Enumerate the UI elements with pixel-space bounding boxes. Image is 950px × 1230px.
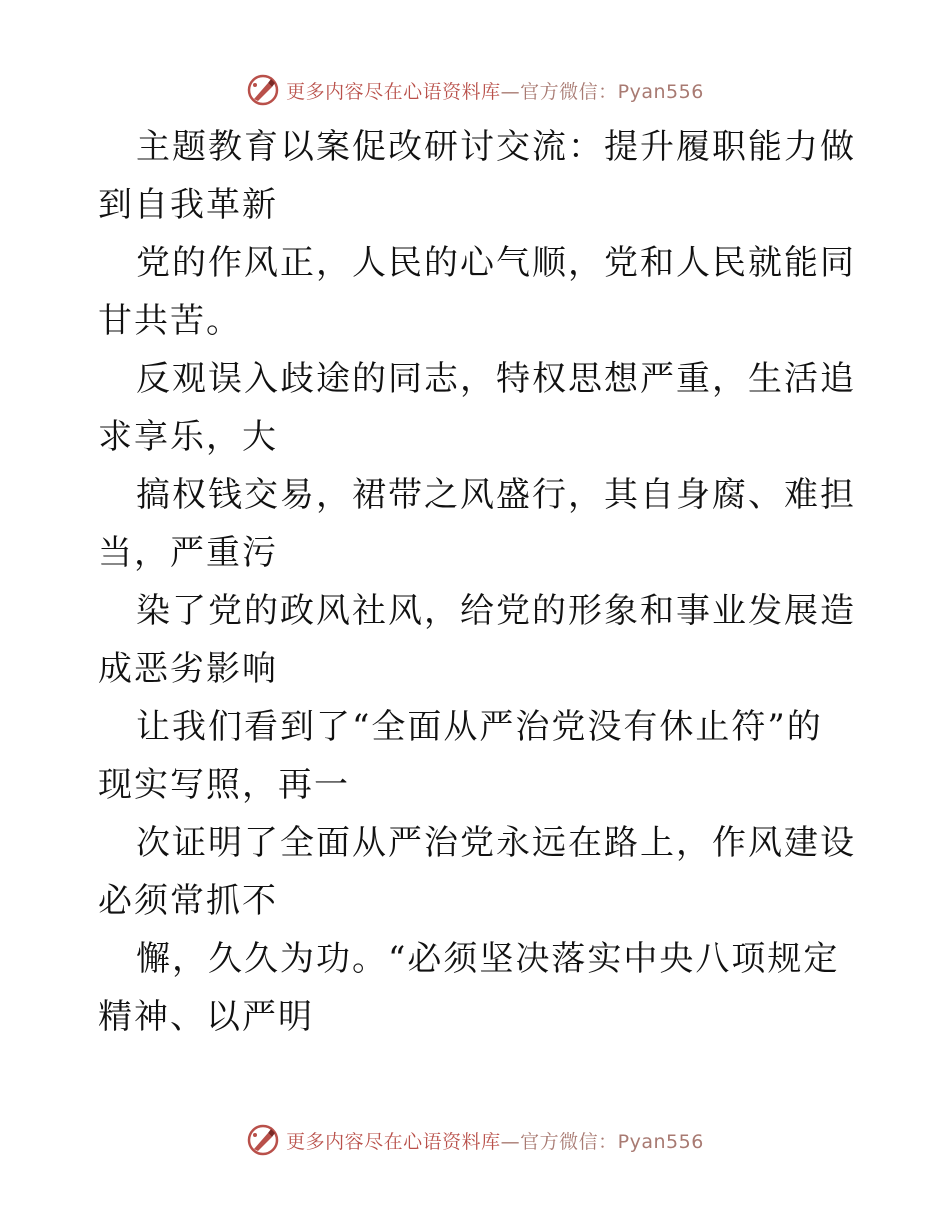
- document-body: [98, 118, 858, 1046]
- banner-text: 更多内容尽在心语资料库—官方微信：Pyan556: [286, 1130, 704, 1153]
- header-banner: [0, 70, 950, 110]
- paragraph: 反观误入歧途的同志，特权思想严重，生活追求享乐，大: [98, 359, 856, 457]
- paragraph: 让我们看到了“全面从严治党没有休止符”的现实写照，再一: [98, 707, 823, 805]
- paragraph-title: 主题教育以案促改研讨交流：提升履职能力做到自我革新: [98, 127, 856, 225]
- pen-seal-logo-icon: [246, 73, 280, 107]
- paragraph: 染了党的政风社风，给党的形象和事业发展造成恶劣影响: [98, 591, 856, 689]
- banner-text: 更多内容尽在心语资料库—官方微信：Pyan556: [286, 80, 704, 103]
- footer-banner: [0, 1120, 950, 1160]
- paragraph: 次证明了全面从严治党永远在路上，作风建设必须常抓不: [98, 823, 856, 921]
- paragraph: 懈，久久为功。“必须坚决落实中央八项规定精神、以严明: [98, 939, 840, 1037]
- pen-seal-logo-icon: [246, 1123, 280, 1157]
- paragraph: 搞权钱交易，裙带之风盛行，其自身腐、难担当，严重污: [98, 475, 856, 573]
- paragraph: 党的作风正，人民的心气顺，党和人民就能同甘共苦。: [98, 243, 856, 341]
